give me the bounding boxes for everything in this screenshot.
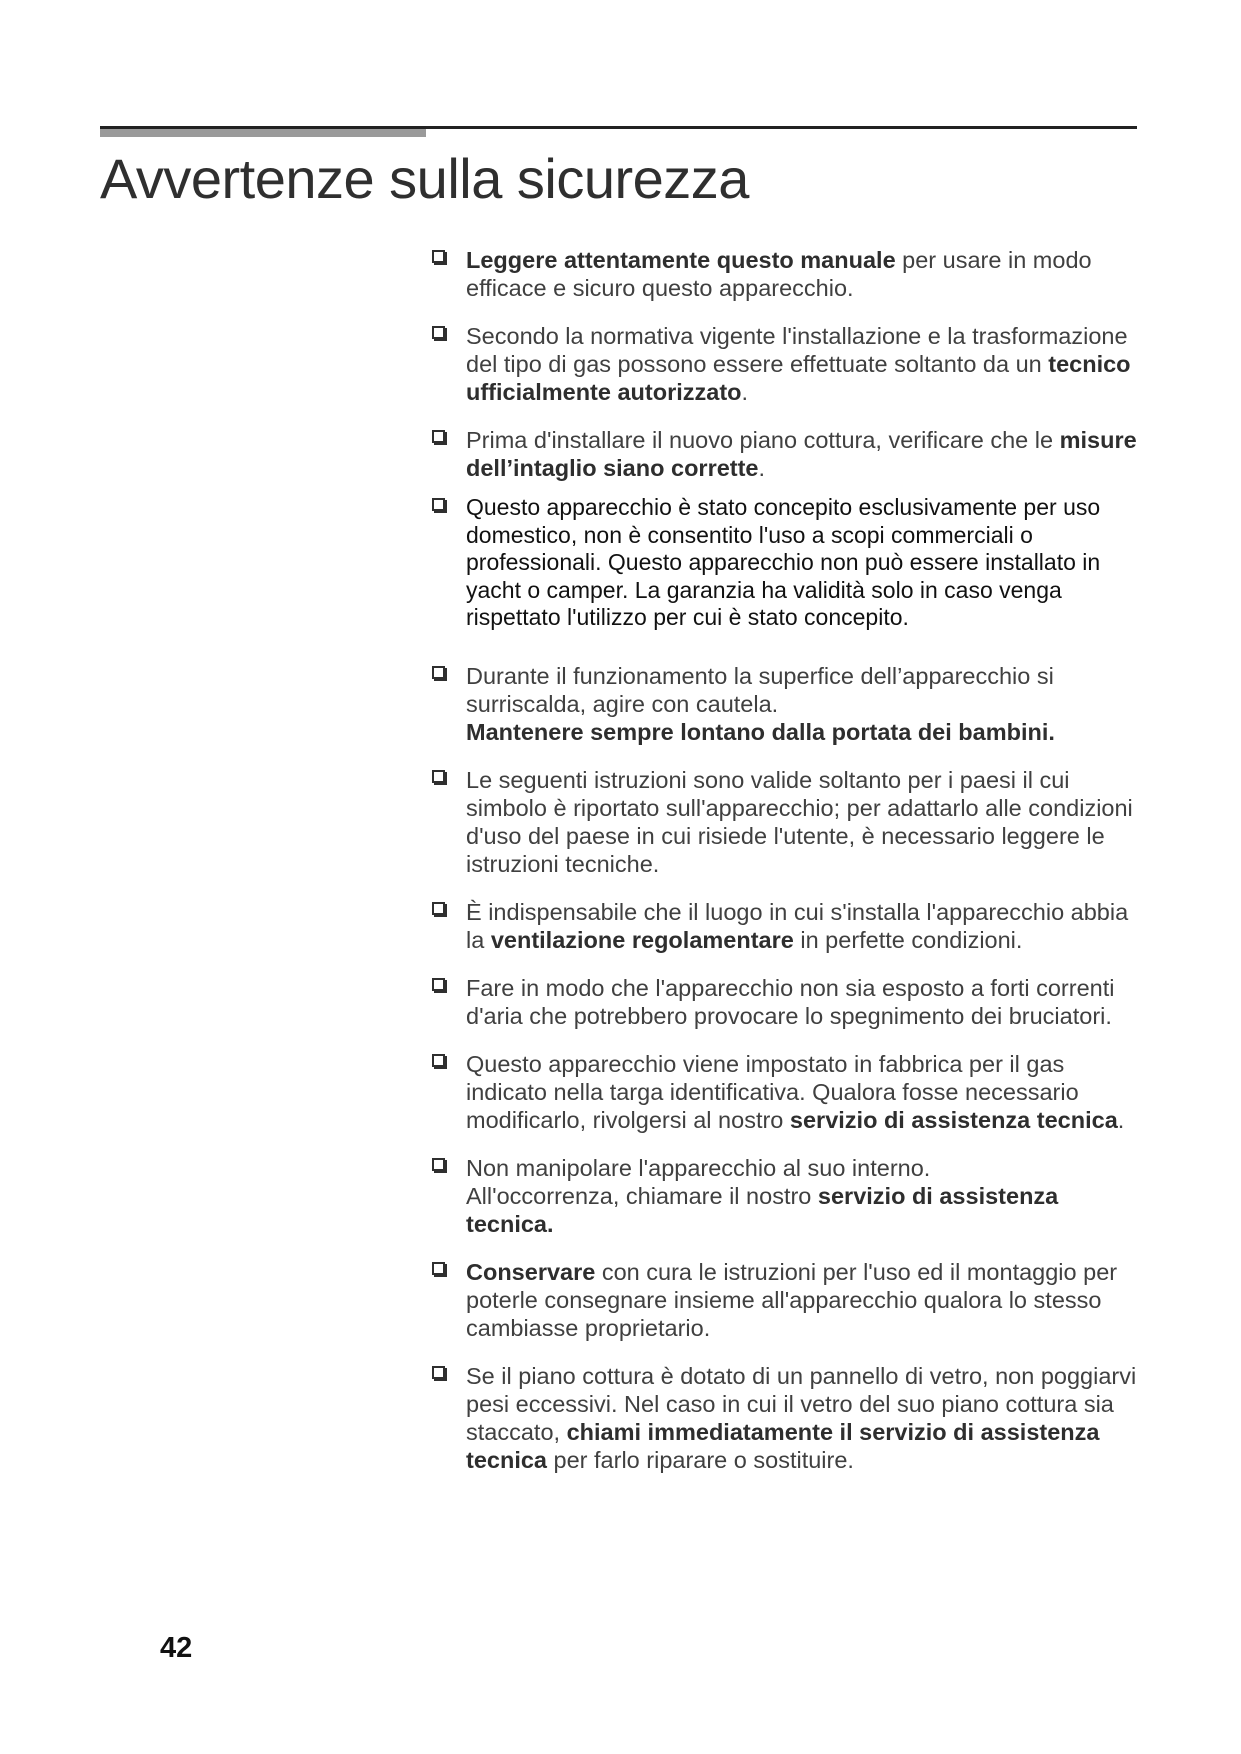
item-text: Non manipolare l'apparecchio al suo interno. <box>466 1154 931 1181</box>
item-text: È indispensabile che il luogo in cui s'installa l'apparecchio abbia la <box>466 898 1129 953</box>
item-text: All'occorrenza, chiamare il nostro <box>466 1182 818 1209</box>
list-item <box>428 494 1148 632</box>
list-item <box>428 1362 1148 1474</box>
checkbox-bullet-icon <box>432 326 445 339</box>
list-item <box>428 974 1148 1030</box>
item-text: Prima d'installare il nuovo piano cottura, verificare che le <box>466 427 1060 453</box>
item-text: per usare in modo efficace e sicuro questo apparecchio. <box>466 247 1092 301</box>
list-item <box>428 322 1148 406</box>
item-text-bold: Conservare <box>466 1258 596 1285</box>
list-item <box>428 1154 1148 1238</box>
list-item <box>428 898 1148 954</box>
item-text: con cura le istruzioni per l'uso ed il montaggio per poterle consegnare insieme all'apparecchio qualora lo stesso cambiasse proprietario. <box>466 1258 1118 1341</box>
item-text: per farlo riparare o sostituire. <box>547 1446 854 1473</box>
checkbox-bullet-icon <box>432 250 445 263</box>
checkbox-bullet-icon <box>432 666 445 679</box>
item-text: Fare in modo che l'apparecchio non sia esposto a forti correnti d'aria che potrebbero provocare lo spegnimento dei bruciatori. <box>466 974 1115 1029</box>
list-item <box>428 1258 1148 1342</box>
item-text-bold: misure dell’intaglio siano corrette <box>466 427 1137 481</box>
item-text: Se il piano cottura è dotato di un pannello di vetro, non poggiarvi pesi eccessivi. Nel caso in cui il vetro del suo piano cottura sia staccato, <box>466 1362 1137 1445</box>
checkbox-bullet-icon <box>432 430 445 443</box>
item-text-bold: ventilazione regolamentare <box>490 926 794 953</box>
list-item <box>428 766 1148 878</box>
item-text-bold: tecnico ufficialmente autorizzato <box>466 351 1131 405</box>
item-text: Durante il funzionamento la superfice dell’apparecchio si surriscalda, agire con cautela. <box>466 662 1054 717</box>
item-text-bold: servizio di assistenza tecnica. <box>466 1182 1059 1237</box>
list-item <box>428 662 1148 746</box>
item-text: Questo apparecchio è stato concepito esclusivamente per uso domestico, non è consentito l'uso a scopi commerciali o professionali. Questo apparecchio non può essere installato in yacht o camper. La garanzia ha validità solo in caso venga rispettato l'utilizzo per cui è stato concepito. <box>466 494 1101 630</box>
item-text-bold: Mantenere sempre lontano dalla portata dei bambini. <box>466 718 1055 745</box>
checkbox-bullet-icon <box>432 902 445 915</box>
item-text: . <box>741 379 749 405</box>
checkbox-bullet-icon <box>432 1262 445 1275</box>
list-item <box>428 426 1148 482</box>
item-text: Le seguenti istruzioni sono valide soltanto per i paesi il cui simbolo è riportato sull'apparecchio; per adattarlo alle condizioni d'uso del paese in cui risiede l'utente, è necessario leggere le istruzioni tecniche. <box>466 766 1133 877</box>
page-number: 42 <box>160 1632 193 1664</box>
safety-warnings-list <box>428 246 1148 1494</box>
checkbox-bullet-icon <box>432 498 445 511</box>
item-text-bold: chiami immediatamente il servizio di assistenza tecnica <box>466 1418 1100 1473</box>
header-rule-accent <box>100 129 426 137</box>
item-text: in perfette condizioni. <box>793 926 1023 953</box>
item-text-bold: Leggere attentamente questo manuale <box>466 247 896 273</box>
checkbox-bullet-icon <box>432 1366 445 1379</box>
list-item <box>428 246 1148 302</box>
item-text: Secondo la normativa vigente l'installazione e la trasformazione del tipo di gas possono essere effettuate soltanto da un <box>466 323 1128 377</box>
item-text: . <box>1117 1106 1125 1133</box>
checkbox-bullet-icon <box>432 1158 445 1171</box>
checkbox-bullet-icon <box>432 1054 445 1067</box>
checkbox-bullet-icon <box>432 978 445 991</box>
checkbox-bullet-icon <box>432 770 445 783</box>
item-text: . <box>758 455 766 481</box>
item-text: Questo apparecchio viene impostato in fabbrica per il gas indicato nella targa identificativa. Qualora fosse necessario modificarlo, rivolgersi al nostro <box>466 1050 1079 1133</box>
item-text-bold: servizio di assistenza tecnica <box>789 1106 1118 1133</box>
page-title: Avvertenze sulla sicurezza <box>100 147 749 210</box>
list-item <box>428 1050 1148 1134</box>
